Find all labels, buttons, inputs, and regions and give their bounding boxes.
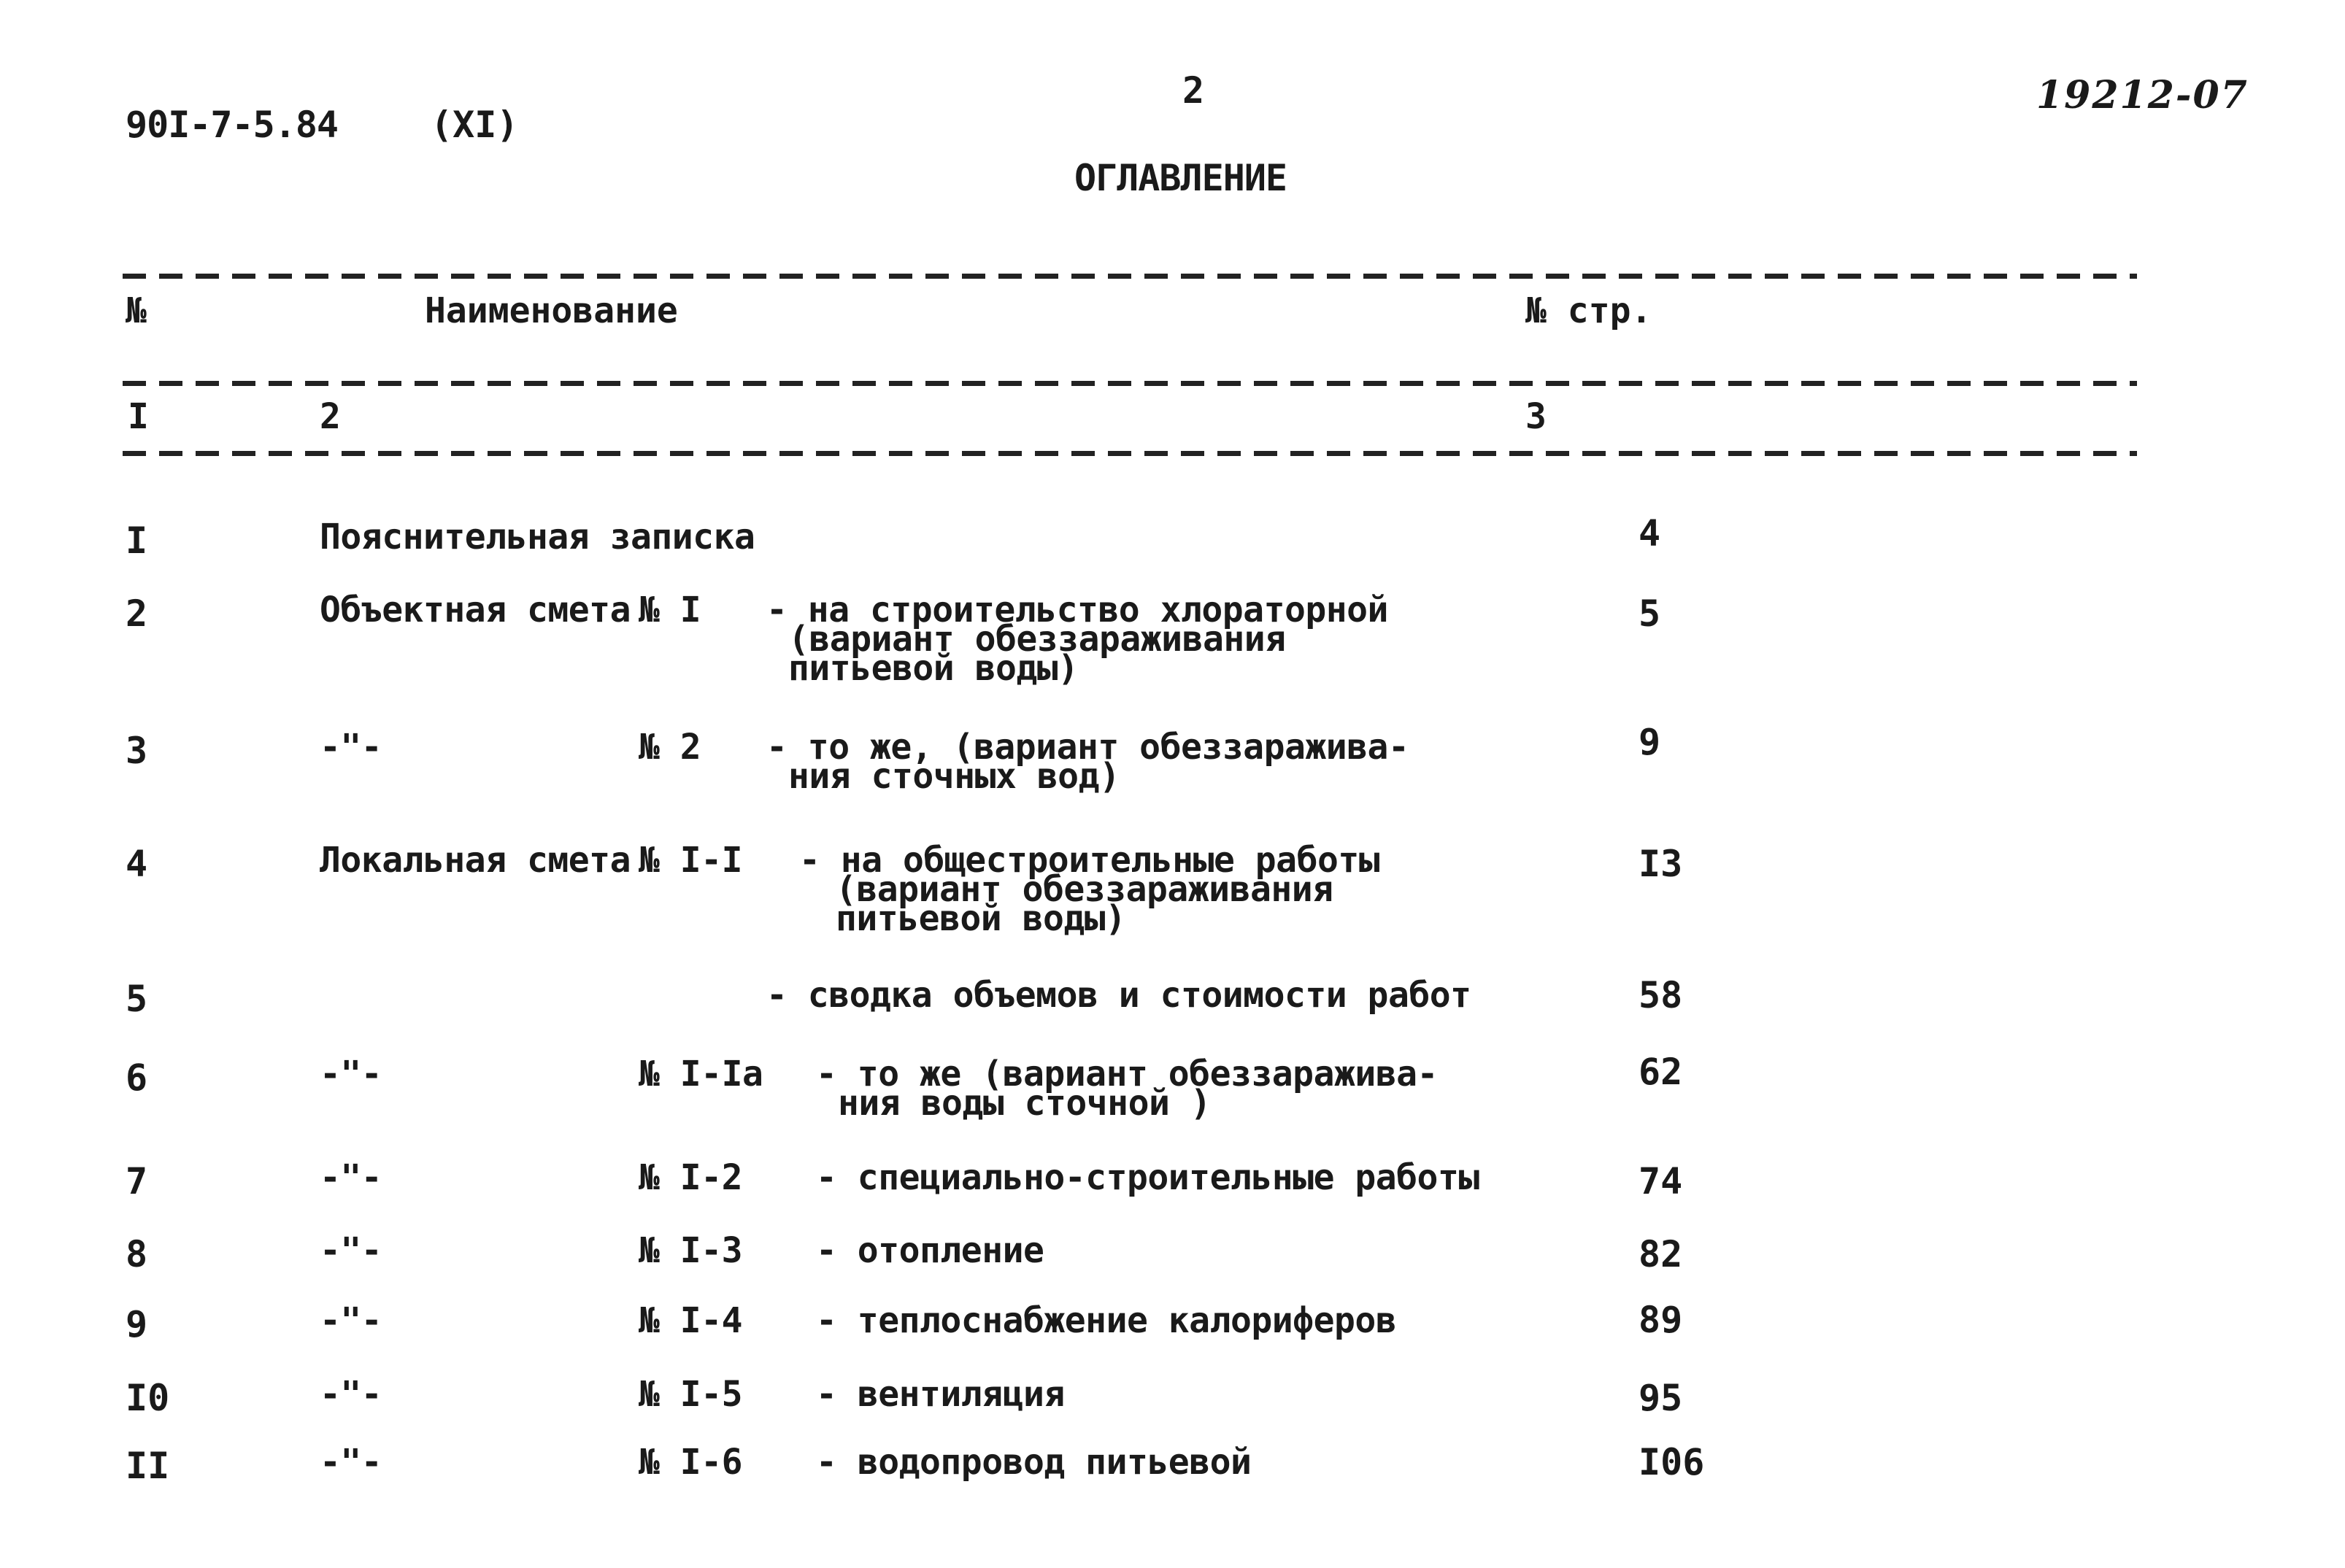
row-number: I0 xyxy=(126,1377,170,1419)
inventory-number: 19212-07 xyxy=(2036,73,2249,117)
row-description-line: ния воды сточной ) xyxy=(838,1083,1212,1124)
page-title: ОГЛАВЛЕНИЕ xyxy=(1074,157,1287,199)
row-document-type: -"- xyxy=(320,1157,382,1198)
row-page-number: I3 xyxy=(1639,843,1683,885)
row-number: 8 xyxy=(126,1233,148,1275)
row-page-number: 9 xyxy=(1639,721,1661,763)
document-volume: (XI) xyxy=(431,104,519,146)
row-document-type: -"- xyxy=(320,1230,382,1271)
column-index-3: 3 xyxy=(1525,396,1547,437)
row-document-type: Объектная смета xyxy=(320,590,631,630)
column-index-2: 2 xyxy=(320,396,341,437)
row-description-line: - специально-строительные работы xyxy=(816,1157,1479,1198)
row-description-line: - сводка объемов и стоимости работ xyxy=(766,975,1471,1016)
table-top-rule xyxy=(123,274,2137,279)
row-document-type: -"- xyxy=(320,1300,382,1341)
row-document-type: -"- xyxy=(320,1442,382,1483)
row-document-type: Локальная смета xyxy=(320,840,631,881)
row-page-number: 82 xyxy=(1639,1233,1683,1275)
row-description-line: - то же, (вариант обеззаражива- xyxy=(766,727,1409,768)
row-estimate-number: № I xyxy=(639,590,701,630)
row-description-line: (вариант обеззараживания xyxy=(788,619,1286,660)
row-number: 9 xyxy=(126,1303,148,1345)
row-page-number: 4 xyxy=(1639,512,1661,555)
row-estimate-number: № I-5 xyxy=(639,1374,742,1415)
row-estimate-number: № 2 xyxy=(639,727,701,768)
header-rule xyxy=(123,381,2137,386)
row-estimate-number: № I-Iа xyxy=(639,1054,763,1094)
row-description-line: - на общестроительные работы xyxy=(799,840,1380,881)
row-document-type: -"- xyxy=(320,1374,382,1415)
row-estimate-number: № I-3 xyxy=(639,1230,742,1271)
row-number: 6 xyxy=(126,1057,148,1099)
row-number: 3 xyxy=(126,730,148,772)
row-description-line: - теплоснабжение калориферов xyxy=(816,1300,1397,1341)
row-page-number: 62 xyxy=(1639,1051,1683,1093)
row-page-number: 58 xyxy=(1639,974,1683,1016)
column-index-1: I xyxy=(128,396,149,437)
row-page-number: 95 xyxy=(1639,1377,1683,1419)
row-description-line: - вентиляция xyxy=(816,1374,1065,1415)
row-description-line: ния сточных вод) xyxy=(788,756,1120,797)
row-description-line: питьевой воды) xyxy=(836,898,1126,939)
row-number: I xyxy=(126,520,148,562)
row-description-line: (вариант обеззараживания xyxy=(836,869,1333,910)
row-description-line: - водопровод питьевой xyxy=(816,1442,1252,1483)
row-number: II xyxy=(126,1445,170,1487)
row-number: 7 xyxy=(126,1160,148,1202)
row-estimate-number: № I-6 xyxy=(639,1442,742,1483)
row-page-number: 74 xyxy=(1639,1160,1683,1202)
row-page-number: I06 xyxy=(1639,1441,1705,1483)
table-body-rule xyxy=(123,451,2137,456)
document-code: 90I-7-5.84 xyxy=(126,104,339,146)
row-document-type: Пояснительная записка xyxy=(320,517,755,557)
row-number: 5 xyxy=(126,978,148,1020)
row-description-line: - на строительство хлораторной xyxy=(766,590,1388,630)
column-header-name: Наименование xyxy=(425,290,678,331)
row-description-line: - то же (вариант обеззаражива- xyxy=(816,1054,1438,1094)
column-header-number: № xyxy=(126,290,147,331)
row-page-number: 5 xyxy=(1639,592,1661,635)
row-document-type: -"- xyxy=(320,1054,382,1094)
row-estimate-number: № I-I xyxy=(639,840,742,881)
row-description-line: - отопление xyxy=(816,1230,1044,1271)
row-estimate-number: № I-2 xyxy=(639,1157,742,1198)
row-estimate-number: № I-4 xyxy=(639,1300,742,1341)
row-document-type: -"- xyxy=(320,727,382,768)
column-header-page: № стр. xyxy=(1525,290,1652,331)
row-number: 2 xyxy=(126,592,148,635)
row-page-number: 89 xyxy=(1639,1299,1683,1341)
page-number: 2 xyxy=(1182,69,1205,112)
row-number: 4 xyxy=(126,843,148,885)
row-description-line: питьевой воды) xyxy=(788,648,1079,689)
